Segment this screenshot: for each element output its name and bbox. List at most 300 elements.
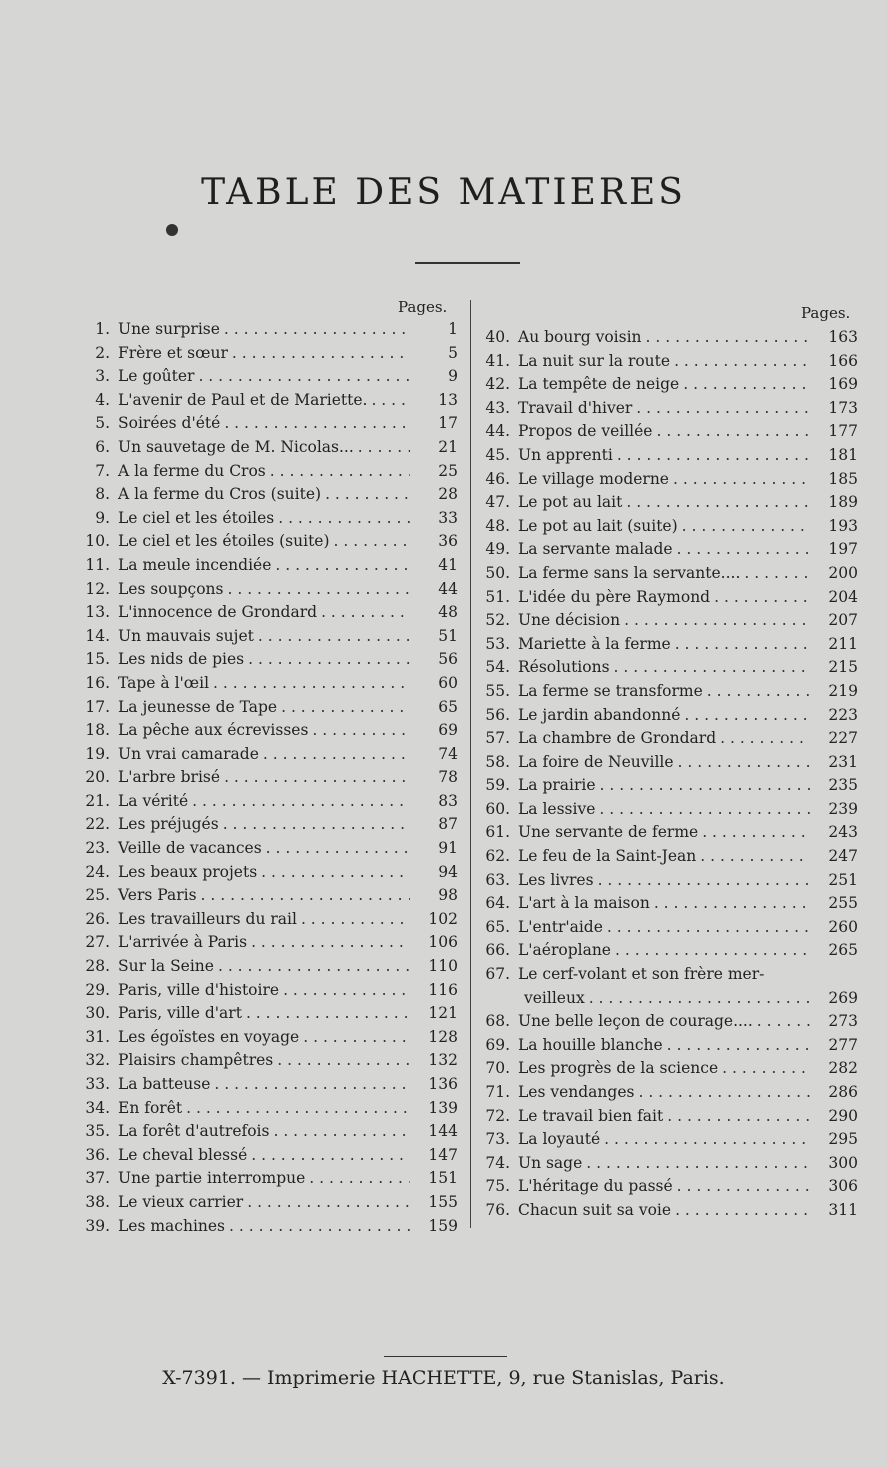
chapter-title: Le vieux carrier bbox=[118, 1192, 244, 1211]
chapter-title: Une belle leçon de courage.... bbox=[518, 1012, 753, 1031]
dot-leader bbox=[720, 727, 810, 751]
page-number: 147 bbox=[428, 1145, 458, 1164]
toc-entry bbox=[478, 916, 858, 940]
pages-label-left: Pages. bbox=[398, 298, 448, 316]
page-number: 211 bbox=[828, 634, 858, 653]
dot-leader bbox=[674, 350, 810, 374]
chapter-number: 24. bbox=[85, 862, 110, 881]
dot-leader bbox=[617, 444, 810, 468]
chapter-number: 37. bbox=[85, 1169, 110, 1188]
toc-entry bbox=[78, 743, 458, 767]
chapter-title: Le cheval blessé bbox=[118, 1145, 248, 1164]
toc-entry bbox=[478, 656, 858, 680]
page-number: 87 bbox=[438, 815, 458, 834]
dot-leader bbox=[722, 1057, 810, 1081]
chapter-title: La ferme sans la servante.... bbox=[518, 563, 741, 582]
dot-leader bbox=[232, 342, 410, 366]
dot-leader bbox=[700, 845, 810, 869]
chapter-title: Une partie interrompue bbox=[118, 1169, 306, 1188]
chapter-title: Les beaux projets bbox=[118, 862, 258, 881]
chapter-title: Veille de vacances bbox=[118, 839, 262, 858]
chapter-number: 31. bbox=[85, 1027, 110, 1046]
toc-entry bbox=[78, 578, 458, 602]
toc-entry bbox=[78, 813, 458, 837]
page-number: 74 bbox=[438, 744, 458, 763]
chapter-number: 54. bbox=[485, 658, 510, 677]
chapter-title: La servante malade bbox=[518, 540, 673, 559]
chapter-title: La vérité bbox=[118, 791, 189, 810]
chapter-title: La houille blanche bbox=[518, 1035, 663, 1054]
title-rule bbox=[415, 262, 520, 264]
dot-leader bbox=[675, 1199, 810, 1223]
chapter-title: Les nids de pies bbox=[118, 650, 245, 669]
chapter-number: 26. bbox=[85, 909, 110, 928]
page-number: 185 bbox=[828, 469, 858, 488]
chapter-number: 39. bbox=[85, 1216, 110, 1235]
chapter-title: Un mauvais sujet bbox=[118, 626, 254, 645]
toc-entry bbox=[78, 1167, 458, 1191]
chapter-title: Vers Paris bbox=[118, 886, 197, 905]
dot-leader bbox=[678, 751, 810, 775]
page-number: 33 bbox=[438, 508, 458, 527]
page-number: 48 bbox=[438, 603, 458, 622]
chapter-title: Les travailleurs du rail bbox=[118, 909, 297, 928]
chapter-number: 38. bbox=[85, 1192, 110, 1211]
page-number: 28 bbox=[438, 485, 458, 504]
chapter-title: Le pot au lait bbox=[518, 493, 623, 512]
chapter-title: La meule incendiée bbox=[118, 555, 272, 574]
toc-entry bbox=[78, 507, 458, 531]
toc-entry bbox=[478, 609, 858, 633]
chapter-title: Résolutions bbox=[518, 658, 610, 677]
chapter-number: 5. bbox=[95, 414, 110, 433]
chapter-number: 6. bbox=[95, 437, 110, 456]
chapter-title: A la ferme du Cros bbox=[118, 461, 266, 480]
toc-entry bbox=[78, 365, 458, 389]
chapter-title: L'arrivée à Paris bbox=[118, 933, 248, 952]
chapter-title: La foire de Neuville bbox=[518, 752, 674, 771]
page-number: 1 bbox=[448, 320, 458, 338]
dot-leader bbox=[325, 483, 410, 507]
chapter-number: 46. bbox=[485, 469, 510, 488]
toc-entry bbox=[78, 483, 458, 507]
page-number: 265 bbox=[828, 941, 858, 960]
page-number: 223 bbox=[828, 705, 858, 724]
dot-leader bbox=[281, 696, 410, 720]
toc-entry bbox=[78, 908, 458, 932]
chapter-title: Les soupçons bbox=[118, 579, 224, 598]
toc-column-right bbox=[478, 326, 858, 1223]
chapter-number: 32. bbox=[85, 1051, 110, 1070]
chapter-title: Le pot au lait (suite) bbox=[518, 516, 678, 535]
page-number: 300 bbox=[828, 1153, 858, 1172]
toc-entry bbox=[478, 1128, 858, 1152]
toc-entry bbox=[78, 460, 458, 484]
chapter-number: 58. bbox=[485, 752, 510, 771]
chapter-title: La lessive bbox=[518, 799, 596, 818]
chapter-title: Une décision bbox=[518, 611, 621, 630]
page-number: 200 bbox=[828, 563, 858, 582]
chapter-title: La batteuse bbox=[118, 1075, 211, 1093]
page-number: 36 bbox=[438, 532, 458, 551]
toc-entry bbox=[78, 884, 458, 908]
page-number: 151 bbox=[428, 1169, 458, 1188]
page-number: 41 bbox=[438, 555, 458, 574]
page-number: 255 bbox=[828, 894, 858, 913]
chapter-number: 8. bbox=[95, 485, 110, 504]
chapter-number: 66. bbox=[485, 941, 510, 960]
chapter-title: En forêt bbox=[118, 1098, 183, 1117]
chapter-number: 7. bbox=[95, 461, 110, 480]
toc-entry bbox=[478, 1010, 858, 1034]
dot-leader bbox=[598, 869, 810, 893]
chapter-number: 62. bbox=[485, 847, 510, 866]
toc-entry bbox=[478, 1175, 858, 1199]
toc-entry bbox=[78, 790, 458, 814]
toc-entry bbox=[78, 554, 458, 578]
page-number: 102 bbox=[428, 909, 458, 928]
toc-entry bbox=[78, 719, 458, 743]
toc-entry bbox=[478, 538, 858, 562]
chapter-title: Le cerf-volant et son frère mer- bbox=[518, 965, 765, 984]
chapter-title: L'héritage du passé bbox=[518, 1177, 673, 1196]
toc-entry bbox=[78, 648, 458, 672]
toc-entry bbox=[478, 444, 858, 468]
dot-leader bbox=[283, 979, 410, 1003]
toc-entry bbox=[78, 696, 458, 720]
chapter-title: L'entr'aide bbox=[518, 917, 603, 936]
page-number: 215 bbox=[828, 658, 858, 677]
chapter-title: Paris, ville d'histoire bbox=[118, 980, 280, 999]
column-divider bbox=[470, 300, 471, 1228]
chapter-number: 73. bbox=[485, 1130, 510, 1149]
chapter-title: Tape à l'œil bbox=[118, 673, 210, 692]
chapter-number: 12. bbox=[85, 579, 110, 598]
chapter-title: Le ciel et les étoiles (suite) bbox=[118, 532, 330, 551]
toc-entry bbox=[478, 586, 858, 610]
chapter-number: 25. bbox=[85, 886, 110, 905]
dot-leader bbox=[675, 633, 810, 657]
chapter-number: 17. bbox=[85, 697, 110, 716]
chapter-title: Les préjugés bbox=[118, 815, 219, 834]
toc-entry bbox=[478, 397, 858, 421]
chapter-number: 43. bbox=[485, 398, 510, 417]
chapter-number: 47. bbox=[485, 493, 510, 512]
page-number: 243 bbox=[828, 823, 858, 842]
chapter-title: La tempête de neige bbox=[518, 375, 680, 394]
toc-entry bbox=[78, 766, 458, 790]
chapter-number: 40. bbox=[485, 328, 510, 346]
toc-entry bbox=[78, 1120, 458, 1144]
chapter-number: 42. bbox=[485, 375, 510, 394]
toc-entry bbox=[478, 1081, 858, 1105]
dot-leader bbox=[654, 892, 810, 916]
page-number: 121 bbox=[428, 1004, 458, 1023]
toc-entry bbox=[478, 987, 858, 1011]
dot-leader bbox=[638, 1081, 810, 1105]
chapter-number: 49. bbox=[485, 540, 510, 559]
toc-entry bbox=[478, 1199, 858, 1223]
chapter-title: Les égoïstes en voyage bbox=[118, 1027, 300, 1046]
chapter-number: 53. bbox=[485, 634, 510, 653]
chapter-number: 20. bbox=[85, 768, 110, 787]
chapter-number: 33. bbox=[85, 1075, 110, 1093]
chapter-number: 60. bbox=[485, 799, 510, 818]
toc-entry bbox=[478, 845, 858, 869]
dot-leader bbox=[604, 1128, 810, 1152]
chapter-title: La pêche aux écrevisses bbox=[118, 721, 309, 740]
page-number: 193 bbox=[828, 516, 858, 535]
chapter-title: La loyauté bbox=[518, 1130, 601, 1149]
toc-entry bbox=[478, 373, 858, 397]
chapter-number: 35. bbox=[85, 1122, 110, 1141]
dot-leader bbox=[586, 1152, 810, 1176]
toc-entry bbox=[478, 869, 858, 893]
dot-leader bbox=[214, 1073, 410, 1097]
chapter-title: Un vrai camarade bbox=[118, 744, 259, 763]
toc-entry bbox=[78, 931, 458, 955]
toc-entry bbox=[78, 1215, 458, 1239]
toc-entry bbox=[78, 979, 458, 1003]
dot-leader bbox=[246, 1002, 410, 1026]
dot-leader bbox=[248, 648, 410, 672]
dot-leader bbox=[624, 609, 810, 633]
chapter-number: 48. bbox=[485, 516, 510, 535]
chapter-title: La chambre de Grondard bbox=[518, 729, 717, 748]
chapter-title: Un sauvetage de M. Nicolas... bbox=[118, 437, 354, 456]
page-number: 207 bbox=[828, 611, 858, 630]
toc-entry bbox=[478, 562, 858, 586]
dot-leader bbox=[321, 601, 410, 625]
page-number: 286 bbox=[828, 1083, 858, 1101]
chapter-title: Le travail bien fait bbox=[518, 1106, 664, 1125]
dot-leader bbox=[301, 908, 410, 932]
toc-entry bbox=[478, 1057, 858, 1081]
toc-entry bbox=[478, 727, 858, 751]
chapter-number: 56. bbox=[485, 705, 510, 724]
chapter-number: 15. bbox=[85, 650, 110, 669]
chapter-number: 68. bbox=[485, 1012, 510, 1031]
chapter-number: 11. bbox=[85, 555, 110, 574]
page-number: 110 bbox=[428, 957, 458, 976]
chapter-title: L'avenir de Paul et de Mariette. bbox=[118, 390, 368, 409]
dot-leader bbox=[277, 1049, 410, 1073]
toc-entry bbox=[478, 680, 858, 704]
page-number: 13 bbox=[438, 390, 458, 409]
chapter-number: 23. bbox=[85, 839, 110, 858]
chapter-title: Soirées d'été bbox=[118, 414, 221, 433]
page-number: 65 bbox=[438, 697, 458, 716]
toc-entry bbox=[78, 1073, 458, 1097]
dot-leader bbox=[702, 821, 810, 845]
chapter-number: 13. bbox=[85, 603, 110, 622]
page-number: 173 bbox=[828, 398, 858, 417]
toc-entry bbox=[78, 601, 458, 625]
toc-entry bbox=[478, 892, 858, 916]
page-number: 269 bbox=[828, 988, 858, 1007]
page-number: 21 bbox=[438, 437, 458, 456]
page-number: 204 bbox=[828, 587, 858, 606]
toc-entry bbox=[478, 751, 858, 775]
chapter-number: 64. bbox=[485, 894, 510, 913]
dot-leader bbox=[261, 861, 410, 885]
chapter-number: 71. bbox=[485, 1083, 510, 1101]
dot-leader bbox=[667, 1034, 810, 1058]
dot-leader bbox=[192, 790, 410, 814]
toc-entry bbox=[478, 633, 858, 657]
page-number: 227 bbox=[828, 729, 858, 748]
page-number: 260 bbox=[828, 917, 858, 936]
dot-leader bbox=[714, 586, 810, 610]
toc-entry bbox=[478, 1105, 858, 1129]
chapter-title: La ferme se transforme bbox=[518, 681, 703, 700]
dot-leader bbox=[278, 507, 410, 531]
dot-leader bbox=[223, 813, 410, 837]
toc-entry bbox=[478, 704, 858, 728]
page-number: 139 bbox=[428, 1098, 458, 1117]
dot-leader bbox=[757, 1010, 810, 1034]
chapter-title: Travail d'hiver bbox=[518, 398, 633, 417]
page-number: 60 bbox=[438, 673, 458, 692]
page-number: 197 bbox=[828, 540, 858, 559]
chapter-number: 27. bbox=[85, 933, 110, 952]
toc-entry bbox=[478, 420, 858, 444]
chapter-number: 59. bbox=[485, 776, 510, 795]
chapter-number: 29. bbox=[85, 980, 110, 999]
chapter-title: Au bourg voisin bbox=[518, 328, 642, 346]
page-title: TABLE DES MATIERES bbox=[201, 172, 686, 213]
page-number: 9 bbox=[448, 367, 458, 386]
chapter-title: Sur la Seine bbox=[118, 957, 214, 976]
dot-leader bbox=[224, 318, 410, 342]
toc-entry bbox=[78, 861, 458, 885]
chapter-number: 51. bbox=[485, 587, 510, 606]
dot-leader bbox=[600, 774, 810, 798]
page-number: 277 bbox=[828, 1035, 858, 1054]
page-number: 177 bbox=[828, 422, 858, 441]
dot-leader bbox=[303, 1026, 410, 1050]
page-number: 51 bbox=[438, 626, 458, 645]
chapter-number: 70. bbox=[485, 1059, 510, 1078]
dot-leader bbox=[218, 955, 410, 979]
page-number: 78 bbox=[438, 768, 458, 787]
toc-entry bbox=[78, 342, 458, 366]
chapter-title: L'aéroplane bbox=[518, 941, 611, 960]
chapter-title: La jeunesse de Tape bbox=[118, 697, 278, 716]
dot-leader bbox=[589, 987, 810, 1011]
page-number: 132 bbox=[428, 1051, 458, 1070]
chapter-title: Les livres bbox=[518, 870, 594, 889]
toc-entry bbox=[478, 468, 858, 492]
toc-entry bbox=[78, 837, 458, 861]
chapter-number: 2. bbox=[95, 343, 110, 362]
page-number: 219 bbox=[828, 681, 858, 700]
chapter-title: A la ferme du Cros (suite) bbox=[118, 485, 322, 504]
chapter-title: Le ciel et les étoiles bbox=[118, 508, 275, 527]
page-number: 239 bbox=[828, 799, 858, 818]
dot-leader bbox=[615, 939, 810, 963]
dot-leader bbox=[251, 931, 410, 955]
toc-entry bbox=[78, 1002, 458, 1026]
toc-entry bbox=[478, 515, 858, 539]
page-number: 189 bbox=[828, 493, 858, 512]
dot-leader bbox=[626, 491, 810, 515]
chapter-title: Paris, ville d'art bbox=[118, 1004, 242, 1023]
page-number: 155 bbox=[428, 1192, 458, 1211]
dot-leader bbox=[744, 562, 810, 586]
footer-rule bbox=[384, 1356, 507, 1357]
page-number: 83 bbox=[438, 791, 458, 810]
page-number: 94 bbox=[438, 862, 458, 881]
dot-leader bbox=[682, 515, 810, 539]
chapter-number: 52. bbox=[485, 611, 510, 630]
toc-entry bbox=[78, 1097, 458, 1121]
chapter-number: 63. bbox=[485, 870, 510, 889]
page-number: 56 bbox=[438, 650, 458, 669]
chapter-number: 57. bbox=[485, 729, 510, 748]
printer-imprint: X-7391. — Imprimerie HACHETTE, 9, rue Stanislas, Paris. bbox=[162, 1367, 725, 1389]
dot-leader bbox=[258, 625, 410, 649]
toc-entry bbox=[478, 491, 858, 515]
toc-entry bbox=[478, 1152, 858, 1176]
chapter-title: Frère et sœur bbox=[118, 343, 228, 362]
dot-leader bbox=[213, 672, 410, 696]
chapter-number: 55. bbox=[485, 681, 510, 700]
page-number: 144 bbox=[428, 1122, 458, 1141]
chapter-number: 28. bbox=[85, 957, 110, 976]
chapter-title: L'arbre brisé bbox=[118, 768, 221, 787]
chapter-title: La nuit sur la route bbox=[518, 351, 671, 370]
chapter-number: 61. bbox=[485, 823, 510, 842]
page-number: 295 bbox=[828, 1130, 858, 1149]
chapter-number: 34. bbox=[85, 1098, 110, 1117]
chapter-title: L'innocence de Grondard bbox=[118, 603, 318, 622]
chapter-number: 50. bbox=[485, 563, 510, 582]
dot-leader bbox=[334, 530, 410, 554]
toc-entry bbox=[478, 963, 858, 987]
dot-leader bbox=[198, 365, 410, 389]
page-number: 91 bbox=[438, 839, 458, 858]
toc-entry bbox=[478, 326, 858, 350]
toc-column-left bbox=[78, 318, 458, 1238]
toc-entry bbox=[78, 672, 458, 696]
chapter-number: 19. bbox=[85, 744, 110, 763]
chapter-number: 18. bbox=[85, 721, 110, 740]
chapter-title: Une servante de ferme bbox=[518, 823, 699, 842]
page-number: 311 bbox=[828, 1200, 858, 1219]
dot-leader bbox=[224, 412, 410, 436]
dot-leader bbox=[228, 578, 411, 602]
chapter-title: La forêt d'autrefois bbox=[118, 1122, 270, 1141]
dot-leader bbox=[677, 1175, 810, 1199]
page-number: 247 bbox=[828, 847, 858, 866]
chapter-number: 30. bbox=[85, 1004, 110, 1023]
page-number: 159 bbox=[428, 1216, 458, 1235]
chapter-number: 44. bbox=[485, 422, 510, 441]
dot-leader bbox=[263, 743, 410, 767]
page-number: 106 bbox=[428, 933, 458, 952]
chapter-number: 10. bbox=[85, 532, 110, 551]
chapter-title: Une surprise bbox=[118, 320, 220, 338]
toc-entry bbox=[78, 412, 458, 436]
chapter-title: Plaisirs champêtres bbox=[118, 1051, 274, 1070]
page-number: 235 bbox=[828, 776, 858, 795]
chapter-number: 69. bbox=[485, 1035, 510, 1054]
toc-entry bbox=[478, 350, 858, 374]
page-number: 128 bbox=[428, 1027, 458, 1046]
page-number: 163 bbox=[828, 328, 858, 346]
chapter-title: Chacun suit sa voie bbox=[518, 1200, 672, 1219]
